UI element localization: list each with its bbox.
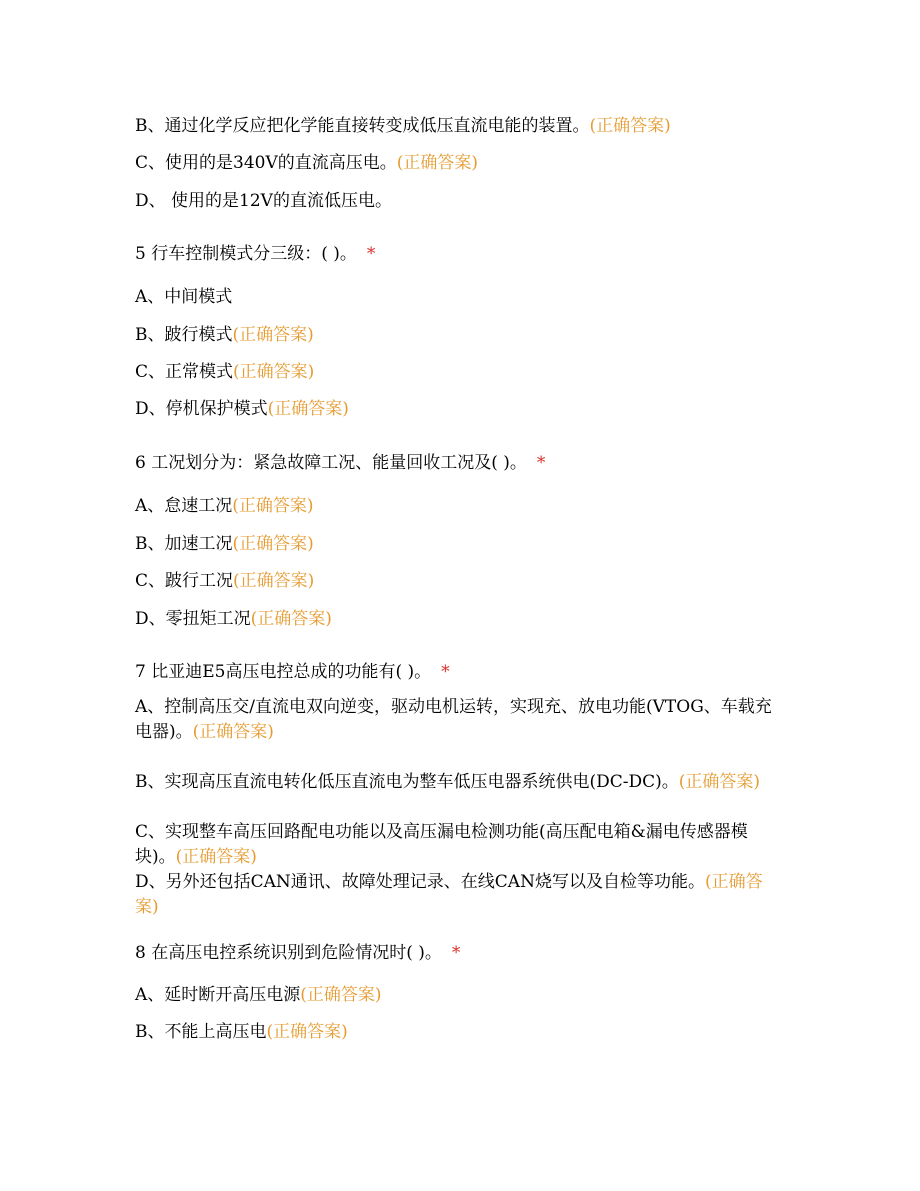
- question-text: 6 工况划分为：紧急故障工况、能量回收工况及( )。: [135, 453, 527, 473]
- q5-title: [135, 242, 375, 267]
- q7-option-a[interactable]: [135, 695, 785, 745]
- q5-option-c[interactable]: [135, 360, 314, 385]
- q4-option-c[interactable]: [135, 151, 478, 176]
- option-text: B、实现高压直流电转化低压直流电为整车低压电器系统供电(DC-DC)。: [135, 772, 679, 792]
- q6-option-b[interactable]: [135, 532, 314, 557]
- correct-answer-mark: (正确答案): [135, 872, 763, 917]
- correct-answer-mark: (正确答案): [192, 722, 274, 742]
- correct-answer-mark: (正确答案): [678, 772, 761, 792]
- q6-title: [135, 451, 545, 476]
- option-text: D、另外还包括CAN通讯、故障处理记录、在线CAN烧写以及自检等功能。: [135, 872, 705, 892]
- q6-option-c[interactable]: [135, 569, 314, 594]
- q7-option-c[interactable]: [135, 820, 785, 870]
- required-star: *: [536, 453, 546, 473]
- option-text: A、延时断开高压电源: [135, 985, 301, 1005]
- option-text: B、不能上高压电: [135, 1022, 267, 1042]
- question-text: 5 行车控制模式分三级：( )。: [135, 244, 357, 264]
- required-star: *: [441, 662, 450, 682]
- required-star: *: [451, 943, 461, 963]
- q7-option-d[interactable]: [135, 870, 785, 920]
- option-text: B、跛行模式: [135, 325, 233, 345]
- option-text: C、使用的是340V的直流高压电。: [135, 153, 397, 173]
- question-text: 7 比亚迪E5高压电控总成的功能有( )。: [135, 662, 432, 682]
- option-text: D、 使用的是12V的直流低压电。: [135, 191, 392, 211]
- q8-option-b[interactable]: [135, 1020, 348, 1045]
- required-star: *: [366, 244, 376, 264]
- q5-option-b[interactable]: [135, 323, 314, 348]
- q8-title: [135, 941, 460, 966]
- q8-option-a[interactable]: [135, 983, 382, 1008]
- option-text: C、实现整车高压回路配电功能以及高压漏电检测功能(高压配电箱&漏电传感器模块)。: [135, 822, 748, 867]
- option-text: A、中间模式: [135, 287, 233, 307]
- q4-option-b[interactable]: [135, 114, 671, 139]
- q6-option-a[interactable]: [135, 494, 314, 519]
- q6-option-d[interactable]: [135, 607, 332, 632]
- correct-answer-mark: (正确答案): [232, 496, 314, 516]
- correct-answer-mark: (正确答案): [250, 609, 332, 629]
- correct-answer-mark: (正确答案): [300, 985, 382, 1005]
- option-text: C、正常模式: [135, 362, 234, 382]
- correct-answer-mark: (正确答案): [396, 153, 478, 173]
- q5-option-a[interactable]: [135, 285, 232, 310]
- option-text: A、怠速工况: [135, 496, 233, 516]
- option-text: D、停机保护模式: [135, 399, 268, 419]
- correct-answer-mark: (正确答案): [232, 534, 314, 554]
- option-text: A、控制高压交/直流电双向逆变，驱动电机运转，实现充、放电功能(VTOG、车载充电器)。: [135, 697, 772, 742]
- option-text: B、加速工况: [135, 534, 233, 554]
- q7-title: [135, 660, 450, 685]
- q5-option-d[interactable]: [135, 397, 349, 422]
- correct-answer-mark: (正确答案): [233, 362, 315, 382]
- correct-answer-mark: (正确答案): [267, 399, 349, 419]
- correct-answer-mark: (正确答案): [232, 325, 314, 345]
- q7-option-b[interactable]: [135, 770, 785, 795]
- correct-answer-mark: (正确答案): [233, 571, 315, 591]
- option-text: C、跛行工况: [135, 571, 234, 591]
- q4-option-d[interactable]: [135, 189, 392, 214]
- correct-answer-mark: (正确答案): [266, 1022, 348, 1042]
- option-text: B、通过化学反应把化学能直接转变成低压直流电能的装置。: [135, 116, 590, 136]
- correct-answer-mark: (正确答案): [589, 116, 671, 136]
- correct-answer-mark: (正确答案): [175, 847, 257, 867]
- question-text: 8 在高压电控系统识别到危险情况时( )。: [135, 943, 442, 963]
- option-text: D、零扭矩工况: [135, 609, 251, 629]
